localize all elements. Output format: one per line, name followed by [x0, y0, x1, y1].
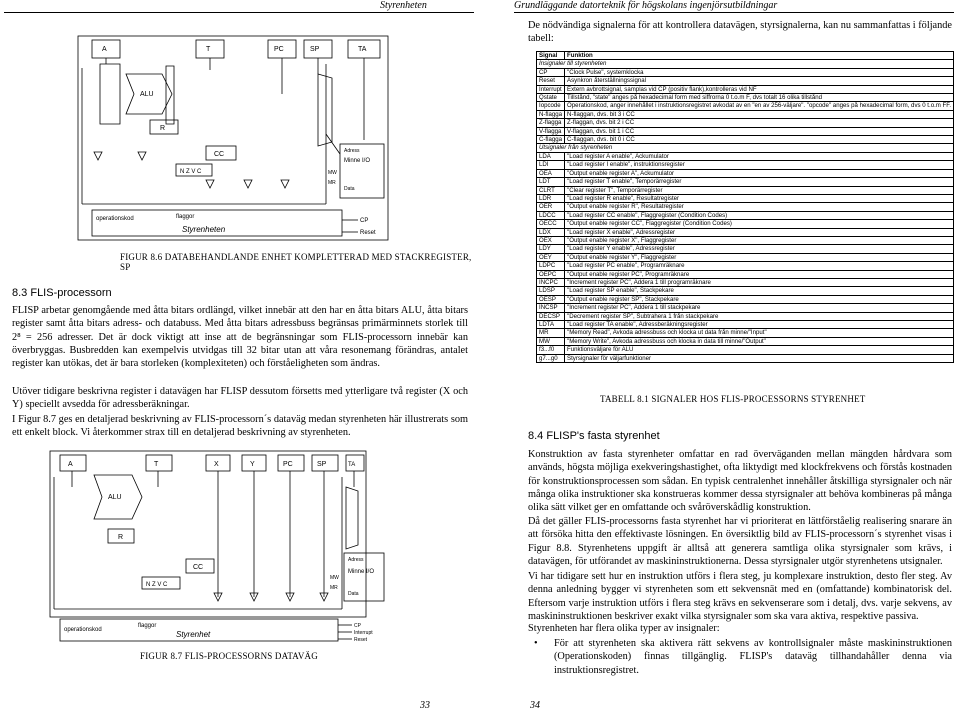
- signal-row: [537, 354, 954, 362]
- signal-name-cell: Z-flagga: [537, 119, 565, 127]
- signal-row: [537, 346, 954, 354]
- fig87-label-alu: ALU: [108, 494, 122, 501]
- left-page-number: 33: [420, 700, 430, 711]
- fig86-label-t: T: [206, 46, 211, 53]
- fig86-label-mw: MW: [328, 170, 337, 176]
- signal-row: [537, 94, 954, 102]
- signal-row: [537, 186, 954, 194]
- signal-row: [537, 110, 954, 118]
- signal-function-cell: "Load register T enable", Temporärregister: [565, 178, 954, 186]
- signal-function-cell: "Load register I enable", instruktionsregister: [565, 161, 954, 169]
- signal-row: [537, 203, 954, 211]
- signal-function-cell: "Load register SP enable", Stackpekare: [565, 287, 954, 295]
- signal-function-cell: Funktionsväljare för ALU: [565, 346, 954, 354]
- signal-row: [537, 169, 954, 177]
- fig87-label-data: Data: [348, 591, 359, 597]
- signal-function-cell: Z-flaggan, dvs. bit 2 i CC: [565, 119, 954, 127]
- fig87-label-nzvc: N Z V C: [146, 582, 168, 588]
- fig86-label-alu: ALU: [140, 91, 154, 98]
- fig87-reg-t: [146, 455, 172, 471]
- signal-row: [537, 321, 954, 329]
- signal-function-cell: "Output enable register PC", Programräknare: [565, 270, 954, 278]
- signal-name-cell: DECSP: [537, 312, 565, 320]
- signal-function-cell: "Clear register T", Temporärregister: [565, 186, 954, 194]
- fig87-label-mr: MR: [330, 585, 338, 591]
- signal-row: [537, 304, 954, 312]
- fig86-label-adress: Adress: [344, 148, 360, 154]
- signal-row: [537, 253, 954, 261]
- fig86-label-ta: TA: [358, 46, 367, 53]
- signal-name-cell: LDCC: [537, 211, 565, 219]
- signal-row: [537, 329, 954, 337]
- fig86-buf-2: [138, 152, 146, 160]
- signal-header-signal: Signal: [537, 52, 565, 60]
- signal-name-cell: OEX: [537, 236, 565, 244]
- signal-name-cell: Reset: [537, 77, 565, 85]
- signal-table-header: [537, 52, 954, 60]
- signal-name-cell: LDPC: [537, 262, 565, 270]
- section-8-3-paragraph-3: I Figur 8.7 ges en detaljerad beskrivning av FLIS-processorn´s dataväg medan styrenheten här illustrerats som ett enkelt block. Vi återkommer strax till en detaljerad beskrivning av styrenheten.: [12, 414, 468, 439]
- signal-function-cell: "Decrement register SP", Subtrahera 1 från stackpekare: [565, 312, 954, 320]
- signal-name-cell: V-flagga: [537, 127, 565, 135]
- fig86-buf-1: [94, 152, 102, 160]
- section-8-3-title: 8.3 FLIS-processorn: [12, 287, 112, 299]
- signal-name-cell: MR: [537, 329, 565, 337]
- fig87-label-y: Y: [250, 461, 255, 468]
- fig87-label-cc: CC: [193, 564, 204, 571]
- fig86-frame: [78, 36, 388, 240]
- signal-row: [537, 85, 954, 93]
- signal-function-cell: Extern avbrottsignal, samplas vid CP (positiv flank),kontrolleras vid NF: [565, 85, 954, 93]
- fig87-label-adress: Adress: [348, 557, 364, 563]
- signal-row: [537, 136, 954, 144]
- signal-name-cell: OESP: [537, 295, 565, 303]
- signal-name-cell: LDR: [537, 194, 565, 202]
- fig87-label-interrupt: Interrupt: [354, 630, 373, 636]
- signal-name-cell: Interrupt: [537, 85, 565, 93]
- signal-name-cell: INCSP: [537, 304, 565, 312]
- fig87-label-r: R: [118, 534, 124, 541]
- signal-name-cell: LDT: [537, 178, 565, 186]
- signal-row: [537, 68, 954, 76]
- signal-function-cell: "Memory Write", Avkoda adressbuss och klocka in data till minne/"Output": [565, 337, 954, 345]
- fig87-label-reset: Reset: [354, 637, 368, 643]
- signal-function-cell: "Increment register PC", Addera 1 till stackpekare: [565, 304, 954, 312]
- fig87-mux-right: [346, 487, 358, 549]
- fig87-label-pc: PC: [283, 461, 293, 468]
- section-8-4-bullets: [528, 637, 952, 677]
- fig87-label-sp: SP: [317, 461, 327, 468]
- right-header-rule: [514, 12, 954, 13]
- fig86-label-minne: Minne I/O: [344, 158, 371, 164]
- section-8-4-title: 8.4 FLISP's fasta styrenhet: [528, 430, 660, 442]
- fig86-buf-3: [206, 180, 214, 188]
- fig87-label-cp: CP: [354, 623, 361, 629]
- figure-8-7-caption: FIGUR 8.7 FLIS-PROCESSORNS DATAVÄG: [140, 651, 318, 661]
- section-8-4-paragraph-4: Styrenheten har flera olika typer av insignaler:: [528, 623, 720, 634]
- signal-group-row: [537, 60, 954, 68]
- left-header-rule: [4, 12, 474, 13]
- fig86-label-cp: CP: [360, 218, 369, 224]
- signal-name-cell: Qstate: [537, 94, 565, 102]
- signal-name-cell: g7...g0: [537, 354, 565, 362]
- signal-name-cell: LDSP: [537, 287, 565, 295]
- right-intro-text: De nödvändiga signalerna för att kontrollera datavägen, styrsignalerna, kan nu sammanfattas i följande tabell:: [528, 20, 952, 45]
- signal-name-cell: OECC: [537, 220, 565, 228]
- signal-function-cell: Tillstånd, "state" anges på hexadecimal form med siffrorna 0 t.o.m F, dvs totalt 16 olika tillstånd: [565, 94, 954, 102]
- signal-function-cell: "Output enable register SP", Stackpekare: [565, 295, 954, 303]
- signal-function-cell: "Memory Read", Avkoda adressbuss och klocka ut data från minne/"Input": [565, 329, 954, 337]
- right-header-title: Grundläggande datorteknik för högskolans ingenjörsutbildningar: [514, 0, 778, 11]
- signal-row: [537, 178, 954, 186]
- signal-row: [537, 161, 954, 169]
- signal-function-cell: N-flaggan, dvs. bit 3 i CC: [565, 110, 954, 118]
- signal-name-cell: LDA: [537, 152, 565, 160]
- section-8-4-paragraph-3: Vi har tidigare sett hur en instruktion utförs i flera steg, ju komplexare instruktion, desto fler steg. Av denna anledning bygger vi styrenheten som ett sekvensnät med en (omfattande) kombinatorisk del. Eftersom varje instruktion utförs i flera steg krävs en sekvenserare som i detalj, dvs. varje sekvens, av maskininstruktionen beskriver exakt vilka styrsignaler som ska vara aktiva, respektive passiva.: [528, 571, 952, 622]
- signal-name-cell: INCPC: [537, 278, 565, 286]
- left-header-title: Styrenheten: [380, 0, 427, 11]
- fig86-label-reset: Reset: [360, 230, 376, 236]
- fig86-label-cc: CC: [214, 151, 225, 158]
- fig86-mux-right: [318, 74, 332, 146]
- fig87-label-x: X: [214, 461, 219, 468]
- section-8-3-paragraph-1: FLISP arbetar genomgående med åtta bitars ordlängd, vilket innebär att den har en åtta bitars ALU, åtta bitars register samt åtta bitars adress- och databuss. Med åtta bitars adressbuss begränsas primärminnets storlek till 2⁸ = 256 adresser. Det är dock viktigt att inse att de begränsningar som FLIS-processorn innebär kan överbryggas. Busbredden kan exempelvis utvidgas till 32 bitar utan att våra resonemang förändras, antalet register kan utökas, det är bara storleken (komplexiteten) och förståeligheten som ändras.: [12, 305, 468, 370]
- fig86-label-flaggor: flaggor: [176, 214, 195, 220]
- fig86-mux-t: [166, 66, 174, 124]
- signal-name-cell: LDX: [537, 228, 565, 236]
- signal-name-cell: OEA: [537, 169, 565, 177]
- signal-name-cell: CP: [537, 68, 565, 76]
- fig86-label-sp: SP: [310, 46, 320, 53]
- fig86-mux-left: [100, 64, 120, 124]
- fig87-reg-a: [60, 455, 86, 471]
- signal-name-cell: CLRT: [537, 186, 565, 194]
- signal-row: [537, 236, 954, 244]
- signal-name-cell: LDI: [537, 161, 565, 169]
- fig87-label-opkod: operationskod: [64, 627, 102, 633]
- fig86-label-r: R: [160, 125, 166, 132]
- fig86-buf-5: [281, 180, 289, 188]
- fig87-label-mw: MW: [330, 575, 339, 581]
- signal-table: [536, 51, 954, 363]
- fig87-label-styrenhet: Styrenhet: [176, 630, 211, 639]
- signal-row: [537, 220, 954, 228]
- fig87-label-t: T: [154, 461, 159, 468]
- signal-row: [537, 278, 954, 286]
- signal-function-cell: V-flaggan, dvs. bit 1 i CC: [565, 127, 954, 135]
- table-8-1-caption: TABELL 8.1 SIGNALER HOS FLIS-PROCESSORNS STYRENHET: [600, 394, 866, 404]
- signal-row: [537, 287, 954, 295]
- signal-name-cell: LDTA: [537, 321, 565, 329]
- fig87-label-ta: TA: [348, 462, 356, 468]
- signal-function-cell: "Load register X enable", Adressregister: [565, 228, 954, 236]
- fig86-label-styrenhet: Styrenheten: [182, 225, 226, 234]
- figure-8-6-caption: FIGUR 8.6 DATABEHANDLANDE ENHET KOMPLETTERAD MED STACKREGISTER, SP: [120, 252, 472, 272]
- figure-8-6-diagram: [76, 34, 396, 246]
- signal-name-cell: OER: [537, 203, 565, 211]
- signal-name-cell: OEPC: [537, 270, 565, 278]
- signal-function-cell: "Output enable register A", Ackumulator: [565, 169, 954, 177]
- section-8-3-paragraph-2: Utöver tidigare beskrivna register i datavägen har FLISP dessutom försetts med ytterligare två register (X och Y) speciellt avsedda för adressberäkningar.: [12, 386, 468, 411]
- signal-table-body: [537, 60, 954, 363]
- signal-function-cell: "Load register TA enable", Adressberäkningsregister: [565, 321, 954, 329]
- signal-function-cell: "Output enable register CC", Flaggregister (Condition Codes): [565, 220, 954, 228]
- signal-row: [537, 245, 954, 253]
- fig87-label-flaggor: flaggor: [138, 623, 157, 629]
- bullet-text: För att styrenheten ska aktivera rätt sekvens av kontrollsignaler måste maskininstruktionen (Operationskoden) finnas tillgänglig. FLISP's dataväg tillhandahåller denna via instruktionsregistret.: [554, 638, 952, 676]
- fig87-frame: [50, 451, 366, 617]
- fig87-label-a: A: [68, 461, 73, 468]
- signal-row: [537, 152, 954, 160]
- fig86-label-opkod: operationskod: [96, 216, 134, 222]
- signal-name-cell: LDY: [537, 245, 565, 253]
- signal-row: [537, 228, 954, 236]
- fig86-label-pc: PC: [274, 46, 284, 53]
- signal-row: [537, 127, 954, 135]
- signal-function-cell: "Load register PC enable", Programräknare: [565, 262, 954, 270]
- bullet-item: [528, 637, 952, 677]
- right-page-number: 34: [530, 700, 540, 711]
- signal-function-cell: "Output enable register X", Flaggregister: [565, 236, 954, 244]
- signal-function-cell: "Clock Pulse", systemklocka: [565, 68, 954, 76]
- signal-name-cell: N-flagga: [537, 110, 565, 118]
- section-8-4-paragraph-2: Då det gäller FLIS-processorns fasta styrenhet har vi prioriterat en lättförståelig realisering snarare än att försöka hitta den effektivaste lösningen. En översiktlig bild av FLIS-processorn´s styrenhet visas i Figur 8.8. Styrenhetens uppgift är alltså att generera samtliga olika styrsignaler som krävs, i datavägen, för utförandet av maskininstruktionerna. Dessa styrsignaler utgör styrenhetens utsignaler.: [528, 516, 952, 567]
- fig86-buf-4: [244, 180, 252, 188]
- signal-function-cell: "Increment register PC", Addera 1 till programräknare: [565, 278, 954, 286]
- signal-row: [537, 77, 954, 85]
- signal-function-cell: C-flaggan, dvs. bit 0 i CC: [565, 136, 954, 144]
- signal-function-cell: "Load register CC enable", Flaggregister (Condition Codes): [565, 211, 954, 219]
- signal-function-cell: "Load register R enable", Resultatregister: [565, 194, 954, 202]
- signal-function-cell: Styrsignaler för väljarfunktioner: [565, 354, 954, 362]
- bullet-icon: •: [534, 638, 538, 649]
- signal-group-label: Utsignaler från styrenheten: [537, 144, 954, 152]
- fig86-label-a: A: [102, 46, 107, 53]
- signal-row: [537, 270, 954, 278]
- signal-name-cell: C-flagga: [537, 136, 565, 144]
- signal-function-cell: Operationskod, anger innehållet i instruktionsregistret avkodat av en "en av 256-väljare". "opcode" anges på hexadecimal form, dvs 0 t.o.m FF.: [565, 102, 954, 110]
- fig86-label-data: Data: [344, 186, 355, 192]
- signal-row: [537, 194, 954, 202]
- signal-row: [537, 211, 954, 219]
- signal-function-cell: "Load register A enable", Ackumulator: [565, 152, 954, 160]
- signal-row: [537, 312, 954, 320]
- signal-row: [537, 337, 954, 345]
- fig86-label-mr: MR: [328, 180, 336, 186]
- signal-name-cell: Iopcode: [537, 102, 565, 110]
- signal-row: [537, 102, 954, 110]
- fig86-label-nzvc: N Z V C: [180, 169, 202, 175]
- signal-function-cell: "Load register Y enable", Adressregister: [565, 245, 954, 253]
- signal-name-cell: OEY: [537, 253, 565, 261]
- signal-row: [537, 262, 954, 270]
- signal-function-cell: "Output enable register Y", Flaggregister: [565, 253, 954, 261]
- signal-function-cell: "Output enable register R", Resultatregister: [565, 203, 954, 211]
- signal-row: [537, 295, 954, 303]
- signal-name-cell: f3...f0: [537, 346, 565, 354]
- signal-header-function: Funktion: [565, 52, 954, 60]
- signal-group-row: [537, 144, 954, 152]
- signal-function-cell: Asynkron återställningssignal: [565, 77, 954, 85]
- signal-row: [537, 119, 954, 127]
- figure-8-7-diagram: [46, 447, 406, 643]
- signal-group-label: Insignaler till styrenheten: [537, 60, 954, 68]
- signal-name-cell: MW: [537, 337, 565, 345]
- section-8-4-paragraph-1: Konstruktion av fasta styrenheter omfattar en rad överväganden mellan mängden hårdvara som används, högsta möjliga exekveringshastighet, ofta liktydigt med klockfrekvens och förstås kostnaden för konstruktionsprocessen som sådan. En typisk centralenhet innehåller åtskilliga styrsignaler och när många olika instruktioner ska konstrueras kommer dessa styrsignaler att behöva kombineras på många olika sätt vilket ger en omfattande och svåröverskådlig konstruktion.: [528, 449, 952, 514]
- fig87-label-minne: Minne I/O: [348, 569, 375, 575]
